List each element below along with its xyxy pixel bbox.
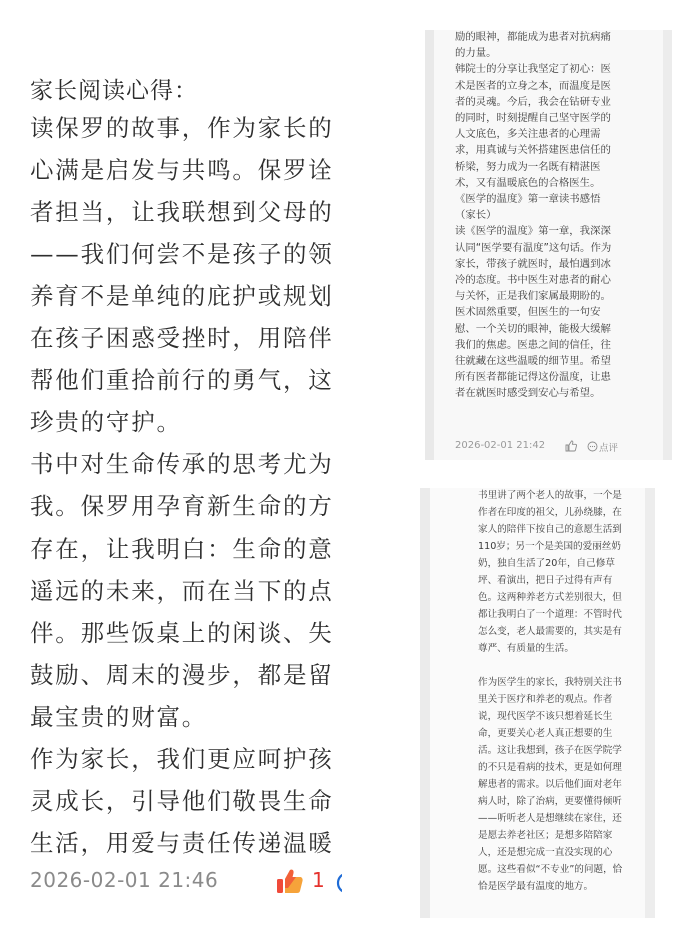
text-line: 110岁；另一个是美国的爱丽丝奶 bbox=[478, 541, 622, 552]
text-line: 所有医者都能记得这份温度，让患 bbox=[455, 371, 611, 384]
text-line: 作为医学生的家长，我特别关注书 bbox=[478, 677, 622, 688]
text-line: 书中对生命传承的思考尤为 bbox=[30, 450, 334, 479]
text-line: 我们的焦虑。医患之间的信任，往 bbox=[455, 338, 611, 351]
left-comment-panel bbox=[0, 0, 342, 934]
comment-button-label[interactable]: 点评 bbox=[599, 443, 619, 454]
thumbs-up-icon[interactable] bbox=[274, 866, 304, 896]
text-line: 存在，让我明白：生命的意 bbox=[30, 534, 334, 563]
review-footer-top bbox=[455, 440, 672, 454]
text-line: 鼓励、周末的漫步，都是留 bbox=[30, 660, 334, 689]
text-line: 活。这让我想到，孩子在医学院学 bbox=[478, 745, 622, 756]
text-line: 尊严、有质量的生活。 bbox=[478, 643, 574, 654]
text-line: 作为家长，我们更应呵护孩 bbox=[30, 744, 334, 773]
comment-icon[interactable] bbox=[336, 868, 342, 898]
text-line: 色。这两种养老方式差别很大，但 bbox=[478, 592, 622, 603]
review-card-top bbox=[425, 30, 672, 460]
text-line: 的同时，时刻提醒自己坚守医学的 bbox=[455, 112, 611, 124]
text-line: 术是医者的立身之本，而温度是医 bbox=[455, 79, 611, 92]
text-line: 医术固然重要，但医生的一句安 bbox=[455, 306, 601, 319]
text-line: 慰、一个关切的眼神，能极大缓解 bbox=[455, 322, 611, 335]
text-line: 怎么变，老人最需要的，其实是有 bbox=[478, 626, 622, 637]
card-edge-right bbox=[645, 488, 655, 918]
text-line: 命，更要关心老人真正想要的生 bbox=[478, 728, 613, 739]
text-line: 读保罗的故事，作为家长的 bbox=[30, 114, 334, 142]
text-line: （家长） bbox=[455, 209, 497, 222]
comment-heading: 家长阅读心得： bbox=[30, 78, 198, 104]
text-line: 读《医学的温度》第一章，我深深 bbox=[455, 225, 611, 238]
comment-timestamp: 2026-02-01 21:46 bbox=[30, 868, 219, 892]
text-line: 遥远的未来，而在当下的点 bbox=[30, 576, 334, 605]
text-line: 伴。那些饭桌上的闲谈、失 bbox=[30, 618, 334, 647]
text-line: 求，用真诚与关怀搭建医患信任的 bbox=[455, 144, 611, 157]
thumbs-up-icon[interactable] bbox=[565, 440, 577, 452]
text-line: 励的眼神，都能成为患者对抗病痛 bbox=[455, 31, 611, 43]
text-line: 者的灵魂。今后，我会在钻研专业 bbox=[455, 95, 611, 108]
text-line: ——我们何尝不是孩子的领 bbox=[30, 240, 334, 269]
text-line: 者在就医时感受到安心与希望。 bbox=[455, 387, 601, 400]
text-line: ——听听老人是想继续在家住，还 bbox=[478, 813, 622, 824]
text-line: 愿。这些看似“不专业”的问题，恰 bbox=[478, 864, 623, 875]
text-line: 的力量。 bbox=[455, 47, 497, 60]
text-line: 心满是启发与共鸣。保罗诠 bbox=[30, 156, 334, 185]
review-timestamp: 2026-02-01 21:42 bbox=[455, 440, 546, 451]
text-line: 我。保罗用孕育新生命的方 bbox=[30, 492, 334, 521]
text-line: 帮他们重拾前行的勇气，这 bbox=[30, 366, 334, 395]
text-line: 灵成长，引导他们敬畏生命 bbox=[30, 786, 334, 815]
text-line: 术，又有温暖底色的合格医生。 bbox=[455, 176, 601, 189]
comment-footer bbox=[30, 868, 342, 898]
comment-icon[interactable] bbox=[587, 441, 598, 452]
text-line: 养育不是单纯的庇护或规划 bbox=[30, 282, 334, 311]
text-line: 在孩子困惑受挫时，用陪伴 bbox=[30, 324, 334, 353]
text-line: 生活，用爱与责任传递温暖 bbox=[30, 828, 334, 857]
text-line: 与关怀，正是我们家属最期盼的。 bbox=[455, 290, 611, 303]
text-line: 里关于医疗和养老的观点。作者 bbox=[478, 694, 613, 705]
text-line: 奶，独自生活了20年，自己修草 bbox=[478, 558, 615, 569]
text-line: 认同“医学要有温度”这句话。作为 bbox=[455, 241, 612, 254]
text-line: 书里讲了两个老人的故事，一个是 bbox=[478, 490, 622, 501]
text-line: 最宝贵的财富。 bbox=[30, 702, 208, 731]
card-edge-right bbox=[663, 30, 672, 460]
text-line: 的不只是看病的技术，更是如何理 bbox=[478, 762, 622, 773]
text-line: 人，还是想完成一直没实现的心 bbox=[478, 847, 613, 858]
card-edge-left bbox=[420, 488, 430, 918]
text-line: 家人的陪伴下按自己的意愿生活到 bbox=[478, 524, 622, 535]
text-line: 桥梁，努力成为一名既有精湛医 bbox=[455, 160, 601, 173]
card-edge-left bbox=[425, 30, 434, 460]
text-line: 说，现代医学不该只想着延长生 bbox=[478, 711, 613, 722]
text-line: 病人时，除了治病，更要懂得倾听 bbox=[478, 796, 622, 807]
review-card-bottom bbox=[420, 488, 655, 918]
text-line: 往就藏在这些温暖的细节里。希望 bbox=[455, 355, 611, 367]
text-line: 珍贵的守护。 bbox=[30, 408, 182, 437]
text-line: 都让我明白了一个道理：不管时代 bbox=[478, 609, 622, 620]
text-line: 韩院士的分享让我坚定了初心：医 bbox=[455, 63, 611, 76]
text-line: 作者在印度的祖父，儿孙绕膝，在 bbox=[478, 507, 622, 518]
text-line: 者担当，让我联想到父母的 bbox=[30, 198, 334, 227]
text-line: 冷的态度。书中医生对患者的耐心 bbox=[455, 274, 611, 286]
text-line: 《医学的温度》第一章读书感悟 bbox=[455, 193, 601, 205]
text-line: 家长，带孩子就医时，最怕遇到冰 bbox=[455, 257, 611, 270]
text-line: 是愿去养老社区；是想多陪陪家 bbox=[478, 830, 613, 841]
text-line: 恰是医学最有温度的地方。 bbox=[478, 881, 594, 892]
text-line: 人文底色，多关注患者的心理需 bbox=[455, 128, 601, 141]
like-count: 1 bbox=[312, 868, 325, 892]
text-line: 解患者的需求。以后他们面对老年 bbox=[478, 779, 622, 790]
text-line: 坪、看演出，把日子过得有声有 bbox=[478, 575, 613, 586]
